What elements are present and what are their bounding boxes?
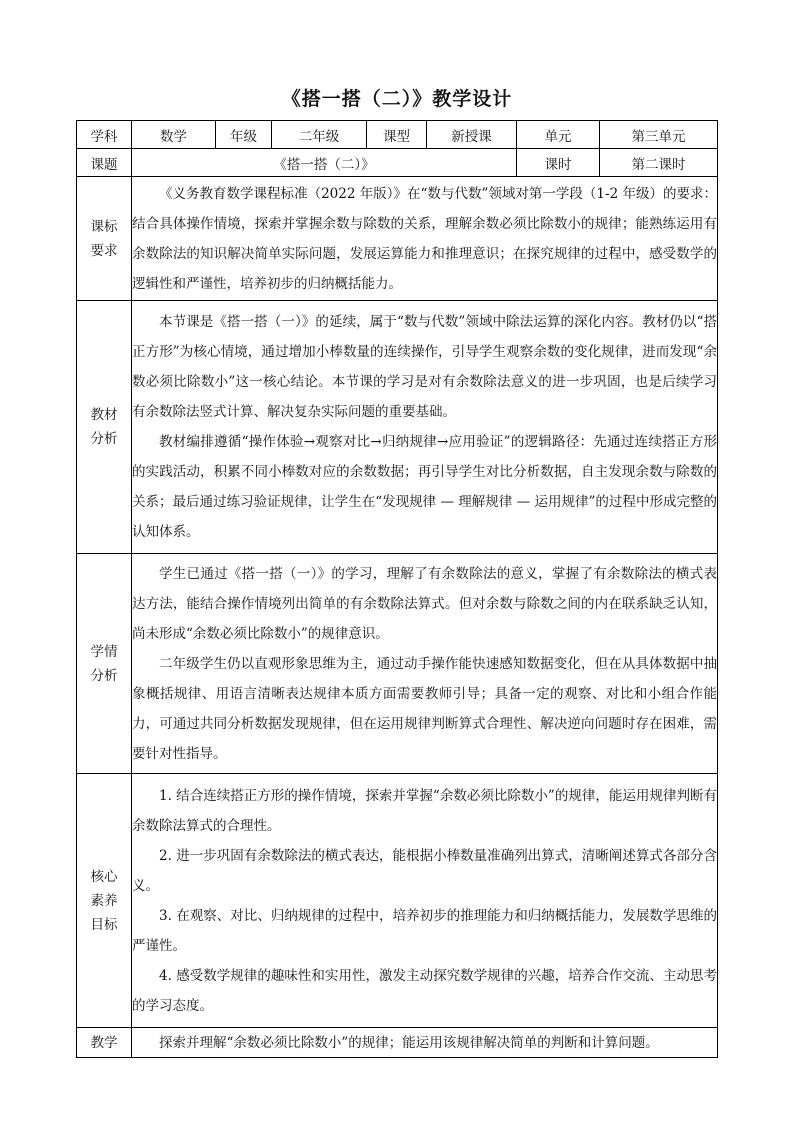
section-content: 《义务教育数学课程标准（2022 年版）》在“数与代数”领域对第一学段（1-2 年级）的要求：结合具体操作情境，探索并掌握余数与除数的关系，理解余数必须比除数小的规律；能熟练运用有余数除法的知识解决简单实际问题，发展运算能力和推理意识；在探究规律的过程中，感受数学的逻辑性和严谨性，培养初步的归纳概括能力。 — [132, 177, 718, 301]
topic-label: 课题 — [77, 149, 132, 177]
subject-value: 数学 — [132, 121, 216, 149]
lesson-type-label: 课型 — [367, 121, 427, 149]
grade-label: 年级 — [216, 121, 272, 149]
section-core-literacy-goals — [77, 774, 718, 1028]
lesson-plan-table — [76, 120, 718, 1058]
subject-label: 学科 — [77, 121, 132, 149]
period-value: 第二课时 — [600, 149, 718, 177]
section-student-analysis — [77, 554, 718, 774]
document-title: 《搭一搭（二）》教学设计 — [281, 88, 513, 110]
section-textbook-analysis — [77, 301, 718, 554]
topic-row — [77, 149, 718, 177]
section-content: 1. 结合连续搭正方形的操作情境，探索并掌握“余数必须比除数小”的规律，能运用规律判断有余数除法算式的合理性。 2. 进一步巩固有余数除法的横式表达，能根据小棒数量准确列出算式，清晰阐述算式各部分含义。 3. 在观察、对比、归纳规律的过程中，培养初步的推理能力和归纳概括能力，发展数学思维的严谨性。 4. 感受数学规律的趣味性和实用性，激发主动探究数学规律的兴趣，培养合作交流、主动思考的学习态度。 — [132, 774, 718, 1028]
section-content: 探索并理解“余数必须比除数小”的规律；能运用该规律解决简单的判断和计算问题。 — [132, 1028, 718, 1058]
section-content: 学生已通过《搭一搭（一）》的学习，理解了有余数除法的意义，掌握了有余数除法的横式表达方法，能结合操作情境列出简单的有余数除法算式。但对余数与除数之间的内在联系缺乏认知，尚未形成“余数必须比除数小”的规律意识。 二年级学生仍以直观形象思维为主，通过动手操作能快速感知数据变化，但在从具体数据中抽象概括规律、用语言清晰表达规律本质方面需要教师引导；具备一定的观察、对比和小组合作能力，可通过共同分析数据发现规律，但在运用规律判断算式合理性、解决逆向问题时存在困难，需要针对性指导。 — [132, 554, 718, 774]
topic-value: 《搭一搭（二）》 — [132, 149, 517, 177]
unit-value: 第三单元 — [600, 121, 718, 149]
section-label: 教学 — [77, 1028, 132, 1058]
section-label: 教材 分析 — [77, 301, 132, 554]
header-row — [77, 121, 718, 149]
lesson-type-value: 新授课 — [427, 121, 517, 149]
section-label: 核心 素养 目标 — [77, 774, 132, 1028]
unit-label: 单元 — [517, 121, 600, 149]
section-teaching-focus — [77, 1028, 718, 1058]
section-label: 学情 分析 — [77, 554, 132, 774]
section-curriculum-requirements — [77, 177, 718, 301]
section-content: 本节课是《搭一搭（一）》的延续，属于“数与代数”领域中除法运算的深化内容。教材仍以“搭正方形”为核心情境，通过增加小棒数量的连续操作，引导学生观察余数的变化规律，进而发现“余数必须比除数小”这一核心结论。本节课的学习是对有余数除法意义的进一步巩固，也是后续学习有余数除法竖式计算、解决复杂实际问题的重要基础。 教材编排遵循“操作体验→观察对比→归纳规律→应用验证”的逻辑路径：先通过连续搭正方形的实践活动，积累不同小棒数对应的余数数据；再引导学生对比分析数据，自主发现余数与除数的关系；最后通过练习验证规律，让学生在“发现规律 — 理解规律 — 运用规律”的过程中形成完整的认知体系。 — [132, 301, 718, 554]
grade-value: 二年级 — [272, 121, 367, 149]
period-label: 课时 — [517, 149, 600, 177]
section-label: 课标 要求 — [77, 177, 132, 301]
